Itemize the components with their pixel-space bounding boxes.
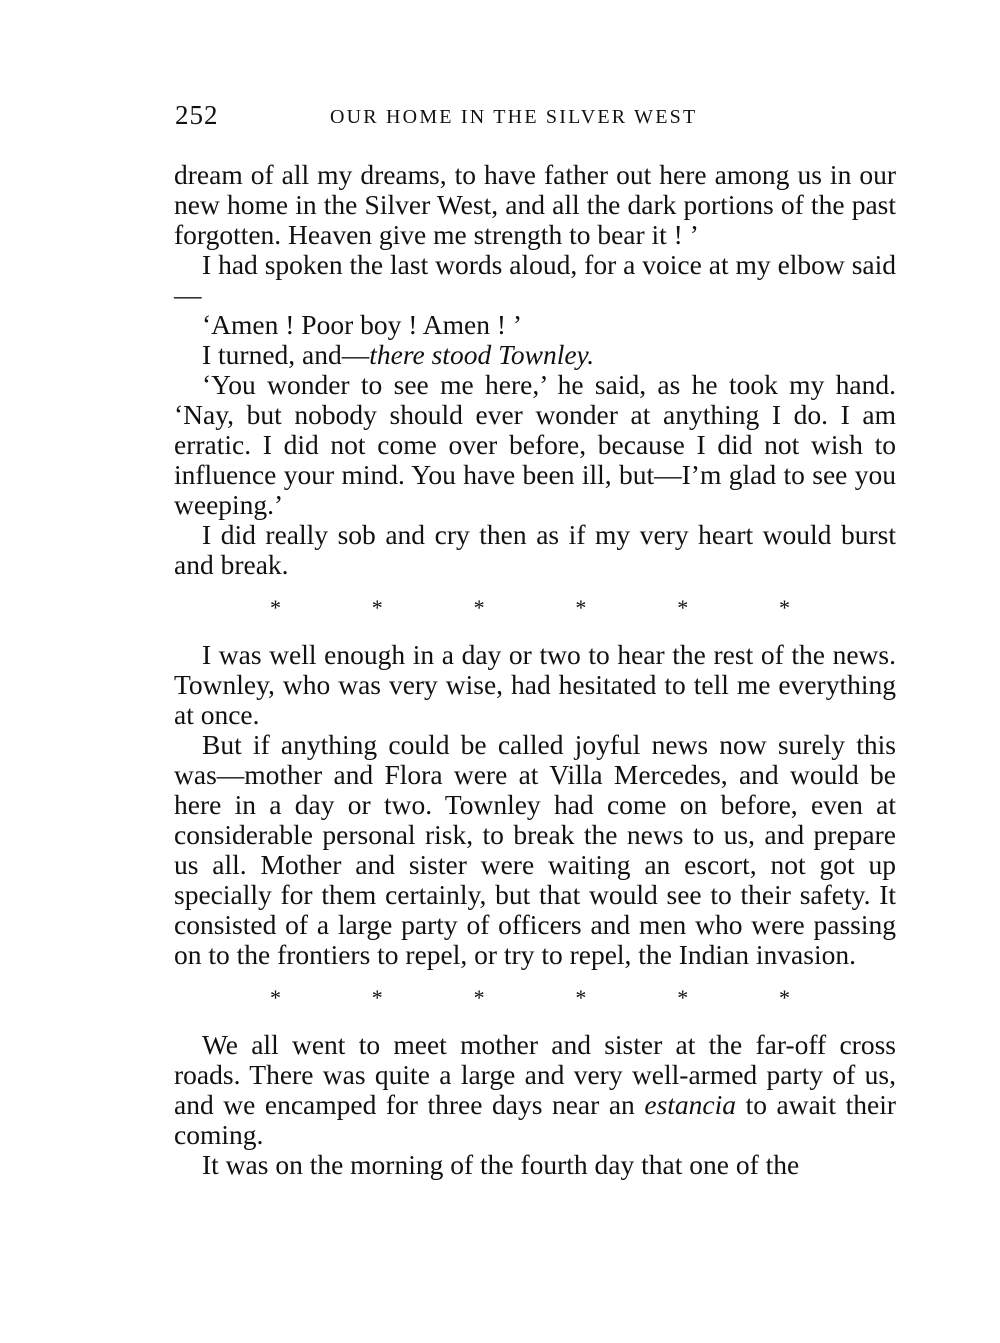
page-number: 252 (175, 100, 219, 130)
body-text (174, 160, 896, 1180)
asterisk: * (270, 595, 281, 620)
italic-text: estancia (644, 1089, 737, 1120)
paragraph: But if anything could be called joyful news now surely this was—mother and Flora were at Villa Mercedes, and would be here in a day or two. Townley had come on before, even at considerable personal risk, to break the news to us, and prepare us all. Mother and sister were waiting an escort, not got up specially for them certainly, but that would see to their safety. It consisted of a large party of officers and men who were passing on to the frontiers to repel, or try to repel, the Indian invasion. (174, 729, 896, 970)
paragraph (174, 1030, 896, 1150)
running-title: OUR HOME IN THE SILVER WEST (330, 106, 698, 128)
paragraph-dialogue: ‘Amen ! Poor boy ! Amen ! ’ (202, 309, 523, 340)
italic-text: there stood Townley. (369, 339, 595, 370)
asterisk: * (778, 595, 790, 620)
paragraph-townley (174, 340, 896, 370)
paragraph-text: We all went to meet mother and sister at the far-off cross roads. There was quite a large and very well-armed party of us, and we encamped for three days near an (174, 1029, 896, 1120)
asterisk: * (575, 985, 587, 1010)
paragraph: I was well enough in a day or two to hear the rest of the news. Townley, who was very wise, had hesitated to tell me everything at once. (174, 639, 896, 730)
asterisk: * (473, 985, 485, 1010)
paragraph: I had spoken the last words aloud, for a voice at my elbow said— (174, 249, 896, 310)
paragraph: I did really sob and cry then as if my very heart would burst and break. (174, 519, 896, 580)
asterisk: * (371, 985, 383, 1010)
asterisk: * (677, 595, 689, 620)
asterisk: * (677, 985, 689, 1010)
paragraph: ‘You wonder to see me here,’ he said, as he took my hand. ‘Nay, but nobody should ever wonder at anything I do. I am erratic. I did not come over before, because I did not wish to influence your mind. You have been ill, but—I’m glad to see you weeping.’ (174, 369, 896, 520)
running-head (175, 100, 895, 136)
section-break (270, 983, 790, 1013)
paragraph-text: I turned, and— (202, 339, 370, 370)
asterisk: * (575, 595, 587, 620)
paragraph-continues: It was on the morning of the fourth day that one of the (202, 1149, 800, 1180)
section-break (270, 593, 790, 623)
paragraph-text: to await their coming. (174, 1089, 897, 1150)
asterisk: * (270, 985, 281, 1010)
asterisk: * (778, 985, 790, 1010)
asterisk: * (473, 595, 485, 620)
paragraph-continued: dream of all my dreams, to have father out here among us in our new home in the Silver West, and all the dark portions of the past forgotten. Heaven give me strength to bear it ! ’ (174, 159, 896, 250)
asterisk: * (371, 595, 383, 620)
